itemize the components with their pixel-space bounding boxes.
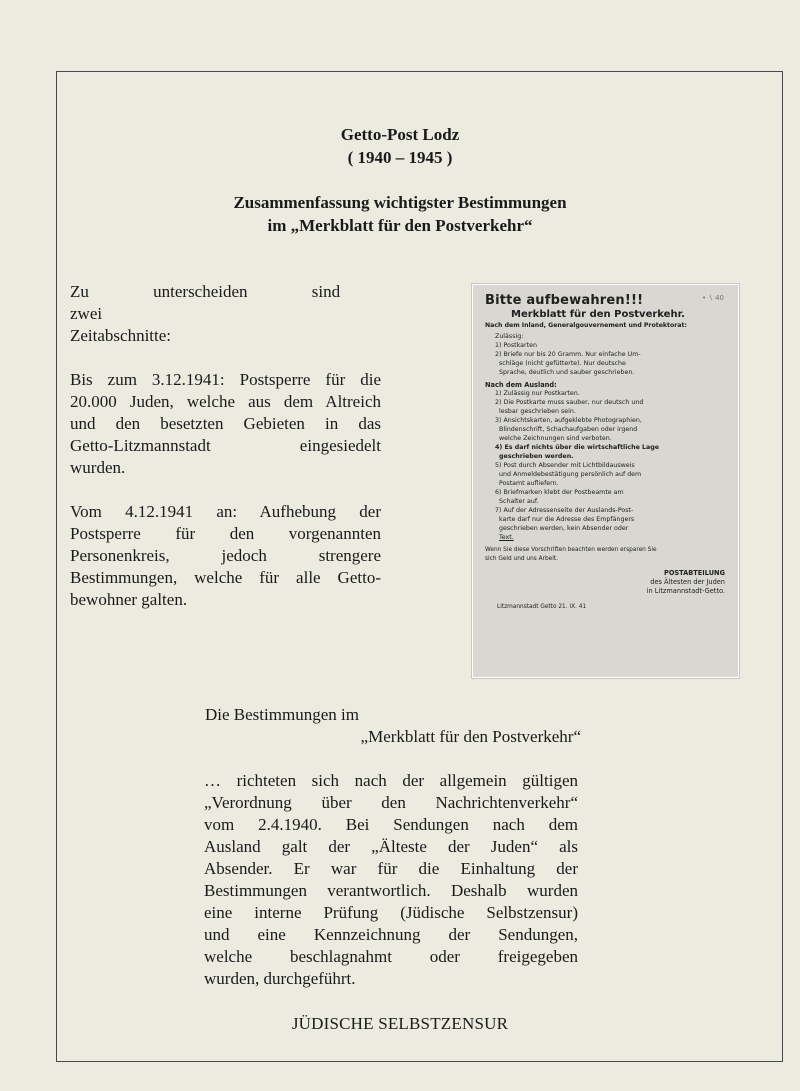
title-line-2: ( 1940 – 1945 )	[347, 148, 453, 167]
lower-line-1: … richteten sich nach der allgemein gültigen	[204, 771, 578, 790]
p2-line-3: und den besetzten Gebieten in das	[70, 414, 381, 433]
document-inland-heading: Nach dem Inland, Generalgouvernement und Protektorat:	[485, 322, 687, 329]
page-title	[0, 123, 800, 169]
p1-line-2: Zeitabschnitte:	[70, 326, 172, 345]
document-ausland-item-6a: 6) Briefmarken klebt der Postbeamte am	[495, 489, 624, 496]
lower-line-4: Ausland galt der „Älteste der Juden“ als	[204, 837, 578, 856]
merkblatt-document-image	[472, 284, 739, 678]
document-inland-item-1: 1) Postkarten	[495, 342, 537, 349]
left-column-text	[70, 281, 381, 633]
document-ausland-item-5b: und Anmeldebestätigung persönlich auf dem	[499, 471, 642, 478]
lower-line-3: vom 2.4.1940. Bei Sendungen nach dem	[204, 815, 578, 834]
document-signature	[485, 569, 733, 596]
document-ausland-item-3c: welche Zeichnungen sind verboten.	[499, 435, 612, 442]
document-date: Litzmannstadt Getto 21. IX. 41	[497, 604, 587, 610]
document-signature-line-1: POSTABTEILUNG	[663, 569, 725, 577]
document-ausland-item-7c: geschrieben werden, kein Absender oder	[499, 525, 629, 532]
paragraph-postsperre	[70, 369, 381, 479]
p3-line-4: Bestimmungen, welche für alle Getto-	[70, 568, 381, 587]
document-subheading: Merkblatt für den Postverkehr.	[511, 309, 685, 320]
lower-line-7: eine interne Prüfung (Jüdische Selbstzensur)	[204, 903, 578, 922]
document-ausland-item-7d: Text.	[499, 534, 514, 541]
document-ausland-item-7b: karte darf nur die Adresse des Empfängers	[499, 516, 635, 523]
p1-line-1: Zu unterscheiden sind zwei	[70, 282, 341, 323]
lower-line-8: und eine Kennzeichnung der Sendungen,	[204, 925, 578, 944]
p3-line-5: bewohner galten.	[70, 590, 188, 609]
document-ausland-item-2b: lesbar geschrieben sein.	[499, 408, 576, 415]
document-ausland-item-1: 1) Zulässig nur Postkarten.	[495, 390, 580, 397]
document-signature-line-2: des Ältesten der Juden	[650, 578, 725, 586]
p3-line-1: Vom 4.12.1941 an: Aufhebung der	[70, 502, 381, 521]
document-signature-line-3: in Litzmannstadt-Getto.	[646, 587, 725, 595]
p2-line-4: Getto-Litzmannstadt eingesiedelt	[70, 436, 381, 455]
document-ausland-item-6b: Schalter auf.	[499, 498, 539, 505]
p3-line-2: Postsperre für den vorgenannten	[70, 524, 381, 543]
paragraph-zeitabschnitte	[70, 281, 381, 347]
lower-line-2: „Verordnung über den Nachrichtenverkehr“	[204, 793, 578, 812]
subtitle-line-1: Zusammenfassung wichtigster Bestimmungen	[233, 193, 567, 212]
paragraph-aufhebung	[70, 501, 381, 611]
document-ausland-item-3b: Blindenschrift, Schachaufgaben oder irgend	[499, 426, 638, 433]
p3-line-3: Personenkreis, jedoch strengere	[70, 546, 381, 565]
lower-intro	[205, 704, 585, 748]
lower-line-10: wurden, durchgeführt.	[204, 969, 356, 988]
document-zulaessig: Zulässig:	[495, 333, 524, 340]
lower-intro-line-2: „Merkblatt für den Postverkehr“	[360, 727, 581, 746]
document-ausland-item-7a: 7) Auf der Adressenseite der Auslands-Post-	[495, 507, 634, 514]
document-ausland-item-4a: 4) Es darf nichts über die wirtschaftliche Lage	[495, 444, 660, 451]
lower-paragraph	[204, 770, 578, 990]
document-heading: Bitte aufbewahren!!!	[485, 293, 644, 308]
document-inland-item-2a: 2) Briefe nur bis 20 Gramm. Nur einfache Um-	[495, 351, 641, 358]
page-subtitle	[0, 191, 800, 237]
document-ausland-item-5a: 5) Post durch Absender mit Lichtbildausweis	[495, 462, 635, 469]
document-inland-item-2c: Sprache, deutlich und sauber geschrieben.	[499, 369, 635, 376]
document-note-b: sich Geld und uns Arbeit.	[485, 556, 558, 562]
p2-line-1: Bis zum 3.12.1941: Postsperre für die	[70, 370, 381, 389]
title-line-1: Getto-Post Lodz	[340, 125, 460, 144]
document-ausland-item-5c: Postamt aufliefern.	[499, 480, 559, 487]
p2-line-5: wurden.	[70, 458, 126, 477]
document-note-a: Wenn Sie diese Vorschriften beachten werden ersparen Sie	[485, 547, 657, 553]
document-inland-item-2b: schläge (nicht gefütterte). Nur deutsche	[499, 360, 626, 367]
footer-title: JÜDISCHE SELBSTZENSUR	[291, 1014, 509, 1033]
document-ausland-heading: Nach dem Ausland:	[485, 381, 557, 389]
lower-line-6: Bestimmungen verantwortlich. Deshalb wurden	[204, 881, 578, 900]
p2-line-2: 20.000 Juden, welche aus dem Altreich	[70, 392, 381, 411]
document-ausland-item-4b: geschrieben werden.	[499, 453, 574, 460]
document-ausland-item-2a: 2) Die Postkarte muss sauber, nur deutsch und	[495, 399, 644, 406]
lower-line-9: welche beschlagnahmt oder freigegeben	[204, 947, 578, 966]
subtitle-line-2: im „Merkblatt für den Postverkehr“	[267, 216, 533, 235]
document-ausland-item-3a: 3) Ansichtskarten, aufgeklebte Photographien,	[495, 417, 642, 424]
document-corner-mark: • ∖ 40	[702, 294, 724, 302]
lower-line-5: Absender. Er war für die Einhaltung der	[204, 859, 578, 878]
lower-intro-line-1: Die Bestimmungen im	[205, 705, 359, 724]
